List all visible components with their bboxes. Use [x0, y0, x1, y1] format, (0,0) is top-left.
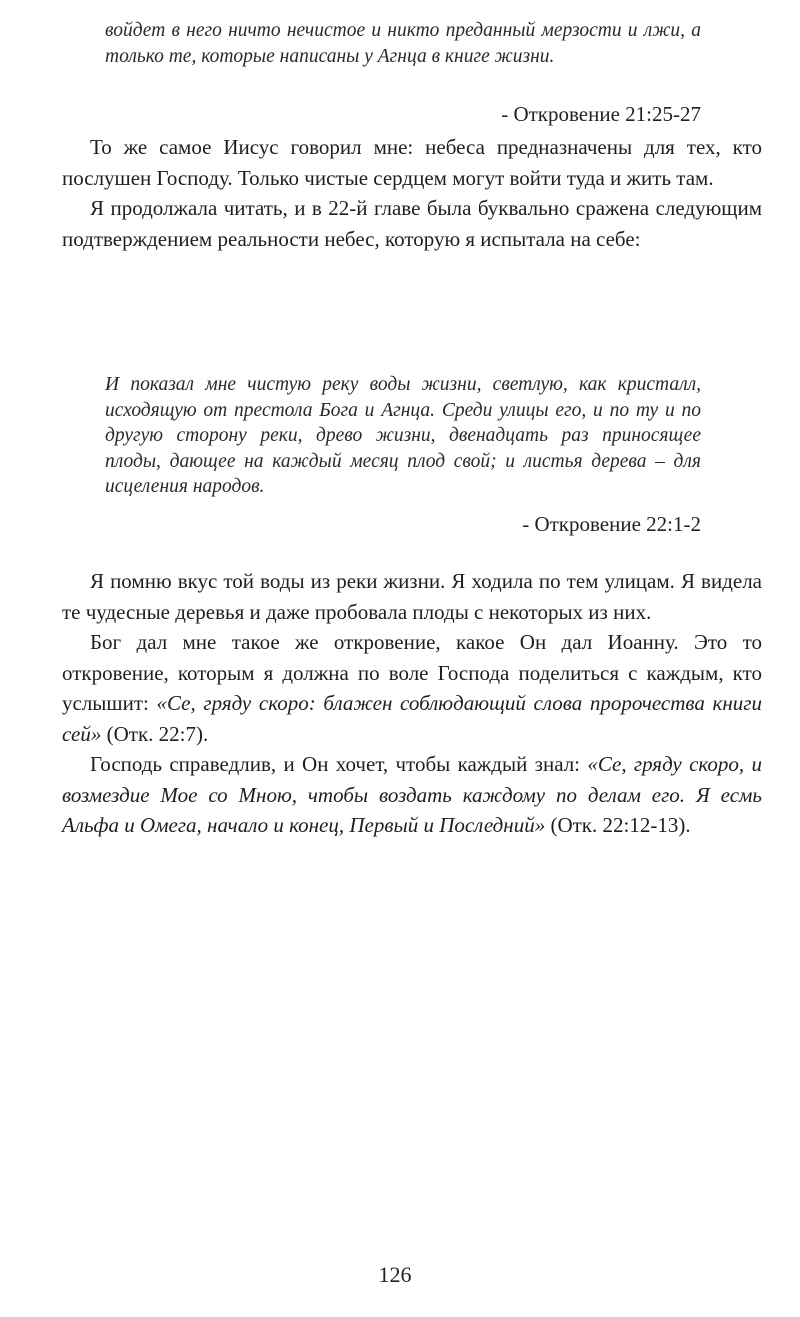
body-text-top: [62, 132, 762, 254]
page-number: 126: [378, 1262, 412, 1287]
inline-reference: (Отк. 22:12-13).: [545, 813, 691, 837]
paragraph: [62, 627, 762, 749]
quote-2-reference: - Откровение 22:1-2: [522, 512, 701, 536]
epigraph-quote-1: войдет в него ничто нечистое и никто преданный мерзости и лжи, а только те, которые написаны у Агнца в книге жизни.: [105, 20, 701, 67]
quote-1-reference: - Откровение 21:25-27: [501, 102, 701, 126]
paragraph: [62, 749, 762, 841]
paragraph-text: Господь справедлив, и Он хочет, чтобы каждый знал:: [90, 752, 588, 776]
paragraph-text: Бог дал мне такое же откровение, какое Он дал Иоанну. Это то откровение, которым я должна по воле Господа поделиться с каждым, кто услышит:: [62, 630, 762, 715]
paragraph: Я помню вкус той воды из реки жизни. Я ходила по тем улицам. Я видела те чудесные деревья и даже пробовала плоды с некоторых из них.: [62, 569, 762, 624]
epigraph-quote-2: И показал мне чистую реку воды жизни, светлую, как кристалл, исходящую от престола Бога и Агнца. Среди улицы его, и по ту и по другую сторону реки, древо жизни, двенадцать раз приносящее плоды, дающее на каждый месяц плод свой; и листья дерева – для исцеления народов.: [105, 374, 701, 497]
paragraph: То же самое Иисус говорил мне: небеса предназначены для тех, кто послушен Господу. Только чистые сердцем могут войти туда и жить там.: [62, 135, 762, 190]
body-text-bottom: [62, 566, 762, 841]
inline-scripture-quote: «Се, гряду скоро, и возмездие Мое со Мною, чтобы воздать каждому по делам его. Я есмь Альфа и Омега, начало и конец, Первый и Последний»: [62, 752, 762, 837]
inline-reference: (Отк. 22:7).: [101, 721, 209, 746]
inline-scripture-quote: «Се, гряду скоро: блажен соблюдающий слова пророчества книги сей»: [62, 691, 762, 746]
paragraph: Я продолжала читать, и в 22-й главе была буквально сражена следующим подтверждением реальности небес, которую я испытала на себе:: [62, 196, 762, 251]
